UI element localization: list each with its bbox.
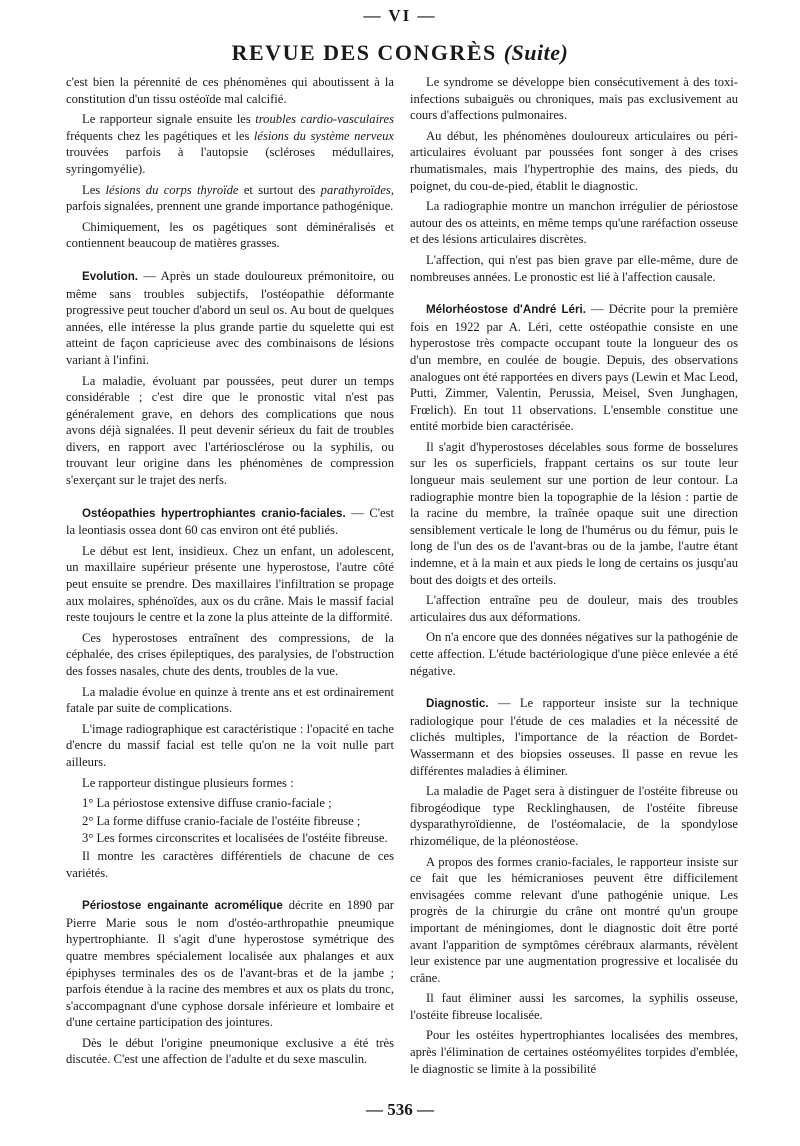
paragraph: Pour les ostéites hypertrophiantes localisées des membres, après l'élimination de certaines ostéomyélites torpides d'emblée, le diagnostic se limite à la possibilité — [410, 1028, 738, 1076]
section-diagnostic: Diagnostic. — Le rapporteur insiste sur la technique radiologique pour l'étude de ces maladies et la nécessité de clichés multiples, l'importance de la réaction de Bordet-Wassermann et des biopsies osseuses. Il passe en revue les différentes maladies à éliminer. — [410, 696, 738, 778]
left-column — [66, 74, 394, 1072]
paragraph: Dès le début l'origine pneumonique exclusive a été très discutée. C'est une affection de l'adulte et du sexe masculin. — [66, 1035, 394, 1067]
section-periostose: Périostose engainante acromélique décrite en 1890 par Pierre Marie sous le nom d'ostéo-arthropathie pneumique hypertrophiante. Il s'agit d'une hyperostose symétrique des quatre membres spécialement localisée aux phalanges et aux épiphyses terminales des os de l'avant-bras et de la jambe ; parfois étendue à la racine des membres et aux os plats du tronc, s'accompagnant d'une cyphose dorsale inférieure et lombaire et d'une certaine participation des jointures. — [66, 898, 394, 1030]
paragraph: On n'a encore que des données négatives sur la pathogénie de cette affection. L'étude bactériologique d'une pièce enlevée a été négative. — [410, 630, 738, 678]
list-item: 3° Les formes circonscrites et localisées de l'ostéite fibreuse. — [82, 831, 388, 846]
paragraph: Chimiquement, les os pagétiques sont déminéralisés et contiennent beaucoup de matières grasses. — [66, 219, 394, 251]
section-evolution: Evolution. — Après un stade douloureux prémonitoire, ou même sans troubles subjectifs, l'ostéopathie déformante progressive peut toucher d'abord un seul os. Au bout de quelques années, elle intéresse la plus grande partie du squelette qui est atteint de façon capricieuse avec des combinaisons de lésions variant à l'infini. — [66, 268, 394, 367]
paragraph: La maladie, évoluant par poussées, peut durer un temps considérable ; c'est dire que le pronostic vital n'est pas généralement grave, en dehors des complications que nous avons déjà signalées. Il peut devenir sérieux du fait de troubles divers, en rapport avec l'artériosclérose ou la syphilis, ou trouvant leur origine dans les phénomènes de compression s'exerçant sur le trajet des nerfs. — [66, 373, 394, 488]
section-melorheostose: Mélorhéostose d'André Léri. — Décrite pour la première fois en 1922 par A. Léri, cette ostéopathie consiste en une hyperostose très compacte occupant toute la longueur des os d'un membre, en coulée de bougie. Depuis, des observations analogues ont été rapportées en divers pays (Lewin et Mac Leod, Putti, Zimmer, Valentin, Perussia, Meisel, Sven Junghagen, Frœlich). En tout 11 observations. L'ensemble constitue une entité morbide bien caractérisée. — [410, 302, 738, 434]
paragraph: La maladie évolue en quinze à trente ans et est ordinairement fatale par suite de complications. — [66, 684, 394, 716]
paragraph: Le début est lent, insidieux. Chez un enfant, un adolescent, un maxillaire supérieur présente une hyperostose, l'autre côté peut ensuite se prendre. Des maxillaires l'infiltration se propage aux molaires, sphénoïdes, aux os du crâne. Mais le massif facial reste toujours le centre et la zone la plus atteinte de la difformité. — [66, 543, 394, 625]
paragraph: L'affection entraîne peu de douleur, mais des troubles articulaires dus aux déformations. — [410, 593, 738, 624]
journal-title-suffix: (Suite) — [503, 40, 569, 65]
section-heading: Périostose engainante acromélique — [82, 899, 283, 913]
section-heading: Diagnostic. — [426, 697, 489, 711]
list-item: 1° La périostose extensive diffuse cranio-faciale ; — [82, 796, 332, 811]
paragraph: L'affection, qui n'est pas bien grave par elle-même, dure de nombreuses années. Le pronostic est lié à l'affection causale. — [410, 252, 738, 284]
paragraph: Ces hyperostoses entraînent des compressions, de la céphalée, des crises épileptiques, des paralysies, de l'obstruction des fosses nasales, chute des dents, troubles de la vue. — [66, 630, 394, 678]
paragraph: Il montre les caractères différentiels de chacune de ces variétés. — [66, 848, 394, 880]
paragraph: L'image radiographique est caractéristique : l'opacité en tache d'encre du massif facial est telle qu'on ne la voit nulle part ailleurs. — [66, 721, 394, 769]
paragraph: Au début, les phénomènes douloureux articulaires ou péri-articulaires évoluant par poussées font songer à des crises rhumatismales, mais l'hypertrophie des mains, des pieds, du poignet, du cou-de-pied, établit le diagnostic. — [410, 128, 738, 193]
section-osteopathies: Ostéopathies hypertrophiantes cranio-faciales. — C'est la leontiasis ossea dont 60 cas environ ont été publiés. — [66, 505, 394, 538]
paragraph: Le rapporteur signale ensuite les troubles cardio-vasculaires fréquents chez les pagétiques et les lésions du système nerveux trouvées parfois à l'autopsie (scléroses médullaires, syringomyélie). — [66, 112, 394, 176]
section-heading: Mélorhéostose d'André Léri. — [426, 303, 586, 317]
paragraph: c'est bien la pérennité de ces phénomènes qui aboutissent à la constitution d'un tissu ostéoïde mal calcifié. — [66, 75, 394, 106]
page-number: — 536 — — [366, 1100, 434, 1119]
paragraph: Il s'agit d'hyperostoses décelables sous forme de bosselures sur les os superficiels, frappant certains os sur toute leur longueur mais seulement sur une portion de leur contour. La radiographie montre bien la topographie de la lésion : partie de la racine du membre, la traînée opaque suit une direction sensiblement verticale le long de l'humérus ou du fémur, puis le long de l'un des os de l'avant-bras ou de la jambe, l'autre étant indemne, et à la main et aux pieds le long de certains os jusqu'au bout des doigts et des orteils. — [410, 439, 738, 587]
journal-title: REVUE DES CONGRÈS — [231, 40, 497, 65]
list-item: 2° La forme diffuse cranio-faciale de l'ostéite fibreuse ; — [82, 813, 361, 828]
folio: — VI — — [363, 6, 437, 25]
running-head — [0, 40, 800, 66]
paragraph: Il faut éliminer aussi les sarcomes, la syphilis osseuse, l'ostéite fibreuse localisée. — [410, 991, 738, 1022]
paragraph: La maladie de Paget sera à distinguer de l'ostéite fibreuse ou fibrogéodique type Recklinghausen, de l'ostéite fibreuse dysparathyroïdienne, de l'ostéomalacie, de la spondylose rhizomélique, de la pléonostéose. — [410, 784, 738, 848]
paragraph: Le rapporteur distingue plusieurs formes : — [82, 775, 294, 790]
section-heading: Evolution. — [82, 269, 139, 283]
right-column — [410, 74, 738, 1081]
paragraph: Les lésions du corps thyroïde et surtout des parathyroïdes, parfois signalées, prennent une grande importance pathogénique. — [66, 182, 394, 214]
paragraph: La radiographie montre un manchon irrégulier de périostose autour des os atteints, en même temps qu'une raréfaction osseuse et des lésions articulaires discrètes. — [410, 199, 738, 247]
section-heading: Ostéopathies hypertrophiantes cranio-faciales. — [82, 506, 346, 520]
paragraph: A propos des formes cranio-faciales, le rapporteur insiste sur ce fait que les hémicranioses peuvent être difficilement envisagées comme relevant d'une pathogénie unique. Les progrès de la chirurgie du crâne ont montré qu'un groupe important de méningiomes, dont le diagnostic doit être porté avant l'apparition de symptômes cérébraux alarmants, révèlent leur existence par une augmentation progressive et localisée du crâne. — [410, 854, 738, 985]
paragraph: Le syndrome se développe bien consécutivement à des toxi-infections subaiguës ou chroniques, mais pas exclusivement au cours d'affections pulmonaires. — [410, 75, 738, 123]
